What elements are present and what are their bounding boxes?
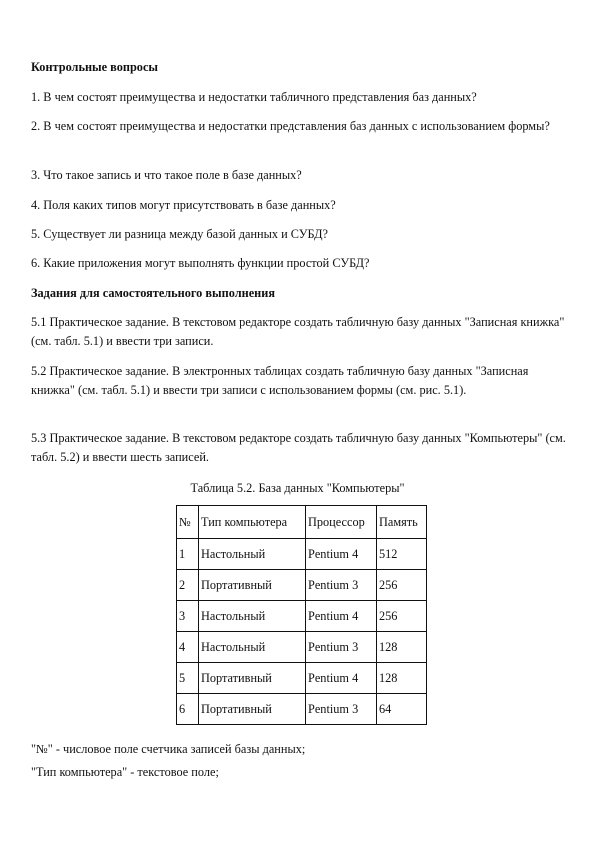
cell-number: 4 xyxy=(177,632,199,663)
question-3: 3. Что такое запись и что такое поле в базе данных? xyxy=(31,168,302,182)
cell-computer-type: Портативный xyxy=(199,570,306,601)
computers-table xyxy=(176,505,427,725)
table-row xyxy=(177,694,427,725)
cell-processor: Pentium 4 xyxy=(306,539,377,570)
header-memory: Память xyxy=(377,506,427,539)
cell-number: 1 xyxy=(177,539,199,570)
cell-processor: Pentium 3 xyxy=(306,694,377,725)
header-number: № xyxy=(177,506,199,539)
question-4: 4. Поля каких типов могут присутствовать в базе данных? xyxy=(31,198,336,212)
note-computer-type-field: "Тип компьютера" - текстовое поле; xyxy=(31,765,219,779)
control-questions-heading: Контрольные вопросы xyxy=(31,60,159,74)
cell-memory: 64 xyxy=(377,694,427,725)
question-6: 6. Какие приложения могут выполнять функции простой СУБД? xyxy=(31,256,370,270)
table-row xyxy=(177,663,427,694)
task-5-1: 5.1 Практическое задание. В текстовом редакторе создать табличную базу данных "Записная книжка" (см. табл. 5.1) и ввести три записи. xyxy=(31,315,565,348)
table-header-row xyxy=(177,506,427,539)
cell-computer-type: Настольный xyxy=(199,539,306,570)
question-5: 5. Существует ли разница между базой данных и СУБД? xyxy=(31,227,328,241)
cell-computer-type: Настольный xyxy=(199,632,306,663)
cell-processor: Pentium 3 xyxy=(306,632,377,663)
note-number-field: "№" - числовое поле счетчика записей базы данных; xyxy=(31,742,306,756)
table-row xyxy=(177,632,427,663)
header-computer-type: Тип компьютера xyxy=(199,506,306,539)
cell-processor: Pentium 4 xyxy=(306,601,377,632)
cell-processor: Pentium 3 xyxy=(306,570,377,601)
question-1: 1. В чем состоят преимущества и недостатки табличного представления баз данных? xyxy=(31,90,477,104)
task-5-3: 5.3 Практическое задание. В текстовом редакторе создать табличную базу данных "Компьютеры" (см. табл. 5.2) и ввести шесть записей. xyxy=(31,431,566,464)
table-caption: Таблица 5.2. База данных "Компьютеры" xyxy=(190,481,405,495)
cell-number: 5 xyxy=(177,663,199,694)
cell-memory: 256 xyxy=(377,570,427,601)
header-processor: Процессор xyxy=(306,506,377,539)
cell-memory: 128 xyxy=(377,663,427,694)
cell-computer-type: Портативный xyxy=(199,694,306,725)
question-2: 2. В чем состоят преимущества и недостатки представления баз данных с использованием формы? xyxy=(31,119,550,133)
cell-memory: 128 xyxy=(377,632,427,663)
task-5-2: 5.2 Практическое задание. В электронных таблицах создать табличную базу данных "Записная книжка" (см. табл. 5.1) и ввести три записи с использованием формы (см. рис. 5.1). xyxy=(31,364,529,397)
cell-processor: Pentium 4 xyxy=(306,663,377,694)
cell-computer-type: Настольный xyxy=(199,601,306,632)
cell-computer-type: Портативный xyxy=(199,663,306,694)
cell-memory: 512 xyxy=(377,539,427,570)
tasks-heading: Задания для самостоятельного выполнения xyxy=(31,286,275,300)
table-row xyxy=(177,539,427,570)
cell-number: 6 xyxy=(177,694,199,725)
cell-number: 3 xyxy=(177,601,199,632)
cell-memory: 256 xyxy=(377,601,427,632)
cell-number: 2 xyxy=(177,570,199,601)
table-row xyxy=(177,601,427,632)
table-row xyxy=(177,570,427,601)
